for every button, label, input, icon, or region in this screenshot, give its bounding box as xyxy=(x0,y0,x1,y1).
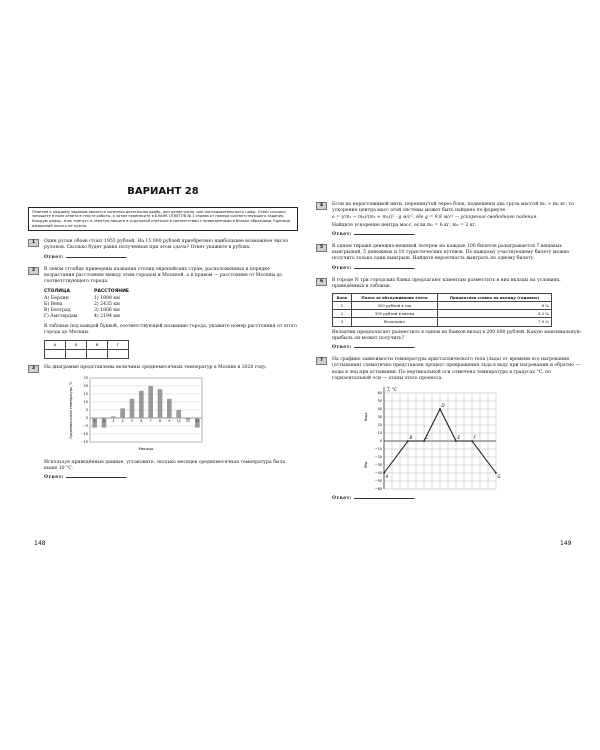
y-tick-label: 10 xyxy=(83,400,88,405)
answer-field[interactable]: Ответ: . xyxy=(44,254,128,260)
task-6 xyxy=(316,278,586,351)
grid-letter: Б xyxy=(66,340,87,349)
col-header: РАССТОЯНИЕ xyxy=(94,289,130,295)
table-row xyxy=(333,302,552,310)
y-tick-label: 25 xyxy=(83,376,88,381)
bar xyxy=(139,391,144,418)
x-tick-label: 11 xyxy=(185,418,191,423)
formula: a = ((m₁ − m₂)/(m₁ + m₂))² · g м/с², где g = 9,8 м/с² — ускорение свободного падения. xyxy=(332,215,538,221)
bar xyxy=(176,410,181,418)
region-label: Лёд xyxy=(364,461,368,469)
y-tick-label: −15 xyxy=(80,440,88,445)
x-axis-label: Месяцы xyxy=(138,446,154,451)
temperature-bar-chart xyxy=(64,374,214,460)
city-item: А) Берлин xyxy=(44,295,69,301)
page-number-left: 148 xyxy=(34,540,46,547)
answer-line[interactable] xyxy=(66,257,126,258)
bar xyxy=(158,389,163,418)
task-text: Если на нерастяжимой нити, перекинутой через блок, подвешены два груза массой m₁ > m₂ кг, то ускорение центра масс этой системы может быть найдено по формуле xyxy=(332,202,574,214)
y-tick-label: −10 xyxy=(374,447,382,452)
y-tick-label: −60 xyxy=(374,487,382,492)
match-columns xyxy=(44,289,298,320)
x-tick-label: 12 xyxy=(195,418,200,423)
answer-line[interactable] xyxy=(354,234,414,235)
task-1 xyxy=(28,239,298,261)
table-cell: 100 рублей в месяц xyxy=(351,310,437,318)
answer-label: Ответ: xyxy=(44,254,64,260)
answer-field[interactable]: Ответ: . xyxy=(332,265,416,271)
variant-title: ВАРИАНТ 28 xyxy=(127,186,199,197)
y-tick-label: 0 xyxy=(379,439,382,444)
task-5 xyxy=(316,244,586,272)
table-header: Процентная ставка по вкладу (годовых) xyxy=(438,294,552,302)
bar xyxy=(167,399,172,418)
bar xyxy=(130,399,135,418)
x-tick-label: 4 xyxy=(121,418,124,423)
table-header: Банк xyxy=(333,294,352,302)
y-tick-label: −5 xyxy=(83,424,88,429)
table-header-row xyxy=(333,294,552,302)
table-cell: 500 рублей в год xyxy=(351,302,437,310)
y-tick-label: 60 xyxy=(377,391,382,396)
task-text-2: В таблице под каждой буквой, соответствующей названию города, укажите номер расстояния от этого города до Москвы. xyxy=(44,324,297,336)
point-label: E xyxy=(457,434,461,440)
instructions-box: Ответом к каждому заданию является конечная десятичная дробь, или целое число, или последовательность цифр. Ответ сначала запишите в поле ответа в тексте работы, а затем перенесите в БЛАНК ОТВЕТОВ № 1 справа от номера соответствующего задания. Каждую цифру, знак «минус» и запятую пишите в отдельной клеточке в соответствии с приведёнными в бланке образцами. Единицы измерений писать не нужно. xyxy=(28,207,298,232)
distance-item: 1) 1898 км xyxy=(94,295,120,301)
grid-cell[interactable] xyxy=(66,349,87,358)
table-cell: бесплатно xyxy=(351,318,437,326)
task-text: В городе N три городских банка предлагают клиентам разместить в них вклады на условиях, приведённых в таблице. xyxy=(332,277,561,289)
y-tick-label: 20 xyxy=(83,384,88,389)
task-text: В левом столбце приведены названия столиц европейских стран, расположенных в порядке возрастания расстояния между этим городом и Москвой, а в правом — расстояние от Москвы до соответствующего города. xyxy=(44,266,283,285)
table-row xyxy=(333,318,552,326)
x-tick-label: 9 xyxy=(168,418,171,423)
task-4 xyxy=(316,202,586,238)
grid-cell[interactable] xyxy=(45,349,66,358)
task-3 xyxy=(28,365,298,482)
cities-column xyxy=(44,289,94,320)
col-header: СТОЛИЦА xyxy=(44,289,70,295)
grid-letter: В xyxy=(87,340,108,349)
point-label: D xyxy=(441,402,445,408)
y-tick-label: 5 xyxy=(85,408,88,413)
task-number: 5 xyxy=(316,244,327,252)
grid-letter: Г xyxy=(108,340,129,349)
task-text-2: Найдите ускорение центра масс, если m₁ = 6 кг, m₂ = 2 кг. xyxy=(332,222,477,228)
task-2 xyxy=(28,267,298,359)
point-label: C xyxy=(425,434,429,440)
graph-point xyxy=(407,440,409,442)
x-tick-label: 1 xyxy=(93,418,96,423)
answer-field[interactable]: Ответ: . xyxy=(332,344,416,350)
x-tick-label: 7 xyxy=(149,418,152,423)
task-text: На графике зависимости температуры кристаллического тела (льда) от времени его нагревания (остывания) схематично представлен процесс превращения льда в воду при нагревании и обратно — воды в лед при остывании. По вертикальной оси отмечена температура в градусах °С, по горизонтальной оси — этапы этого процесса. xyxy=(332,357,581,381)
x-tick-label: 10 xyxy=(176,418,181,423)
graph-point xyxy=(455,440,457,442)
y-tick-label: −20 xyxy=(374,455,382,460)
graph-point xyxy=(439,408,441,410)
point-label: F xyxy=(473,434,476,440)
city-item: В) Белград xyxy=(44,307,71,313)
task-text-2: Вкладчик предполагает разместить в одном из банков вклад в 200 000 рублей. Какую максимальную прибыль он может получить? xyxy=(332,329,581,341)
point-label: A xyxy=(385,473,389,479)
task-number: 2 xyxy=(28,267,39,275)
table-cell: 8,2 % xyxy=(438,310,552,318)
table-cell: 7,9 % xyxy=(438,318,552,326)
table-header: Плата за обслуживание счета xyxy=(351,294,437,302)
answer-label: Ответ: xyxy=(332,265,352,271)
task-text-2: Используя приведённые данные, установите, сколько месяцев среднемесячная температура была выше 10 °С. xyxy=(44,459,286,471)
task-number: 6 xyxy=(316,278,327,286)
task-text: Один рулон обоев стоит 1955 рублей. На 15 000 рублей приобретено наибольшее возможное число рулонов. Сколько будет равна полученная при этом сдача? Ответ укажите в рублях. xyxy=(44,239,289,251)
x-tick-label: 2 xyxy=(102,418,106,423)
y-tick-label: 50 xyxy=(377,399,382,404)
answer-field[interactable]: Ответ: . xyxy=(332,231,416,237)
point-label: B xyxy=(409,434,413,440)
y-tick-label: −10 xyxy=(80,432,88,437)
answer-label: Ответ: xyxy=(44,475,64,481)
table-cell: 2 xyxy=(333,310,352,318)
answer-field[interactable]: Ответ: . xyxy=(332,495,416,501)
answer-grid xyxy=(44,340,129,359)
region-label: Вода xyxy=(364,412,368,422)
answer-line[interactable] xyxy=(354,498,414,499)
answer-label: Ответ: xyxy=(332,495,352,501)
y-tick-label: −50 xyxy=(374,479,382,484)
table-row xyxy=(333,310,552,318)
x-tick-label: 3 xyxy=(112,418,115,423)
y-tick-label: 15 xyxy=(83,392,88,397)
y-tick-label: 0 xyxy=(85,416,88,421)
task-7 xyxy=(316,357,586,502)
distance-item: 2) 2435 км xyxy=(94,301,120,307)
bar xyxy=(111,416,116,418)
answer-label: Ответ: xyxy=(332,231,352,237)
answer-line[interactable] xyxy=(354,347,414,348)
x-tick-label: 5 xyxy=(130,418,134,423)
task-text: На диаграмме представлены величины среднемесячных температур в Москве в 2020 году. xyxy=(44,364,268,370)
ice-temperature-graph xyxy=(362,385,502,493)
right-page xyxy=(316,202,586,508)
graph-point xyxy=(471,440,473,442)
y-axis-label: T, °С xyxy=(387,386,397,392)
y-tick-label: 40 xyxy=(377,407,382,412)
y-tick-label: −40 xyxy=(374,471,382,476)
y-tick-label: −30 xyxy=(374,463,382,468)
city-item: Г) Амстердам xyxy=(44,314,78,320)
y-tick-label: 30 xyxy=(377,415,382,420)
grid-cell[interactable] xyxy=(108,349,129,358)
y-axis-label: Среднемесячная температура, °С xyxy=(69,381,73,439)
distances-column xyxy=(94,289,129,320)
point-label: G xyxy=(497,473,501,479)
x-tick-label: 6 xyxy=(140,418,143,423)
task-number: 4 xyxy=(316,202,327,210)
answer-field[interactable]: Ответ: . xyxy=(44,475,128,481)
answer-line[interactable] xyxy=(354,268,414,269)
bar xyxy=(120,408,125,418)
table-cell: 1 xyxy=(333,302,352,310)
left-page xyxy=(28,185,298,487)
bar xyxy=(148,386,153,418)
graph-point xyxy=(423,440,425,442)
city-item: Б) Вена xyxy=(44,301,63,307)
distance-item: 4) 2194 км xyxy=(94,314,120,320)
distance-item: 3) 1806 км xyxy=(94,307,120,313)
task-text: В одном тираже денежно-вещевой лотереи на каждые 100 билетов разыгрывается 7 вещевых выигрышей, 5 денежных и 10 туристических путёвок. По каждому участвующему билету можно получить только один выигрыш. Найдите вероятность выиграть по одному билету. xyxy=(332,243,570,262)
page-number-right: 149 xyxy=(560,540,572,547)
grid-cell[interactable] xyxy=(87,349,108,358)
y-tick-label: 20 xyxy=(377,423,382,428)
table-cell: 8 % xyxy=(438,302,552,310)
table-cell: 3 xyxy=(333,318,352,326)
grid-letter: А xyxy=(45,340,66,349)
answer-label: Ответ: xyxy=(332,344,352,350)
answer-line[interactable] xyxy=(66,477,126,478)
task-number: 1 xyxy=(28,239,39,247)
task-number: 7 xyxy=(316,357,327,365)
x-tick-label: 8 xyxy=(158,418,162,423)
task-number: 3 xyxy=(28,365,39,373)
bank-table xyxy=(332,293,552,327)
y-tick-label: 10 xyxy=(377,431,382,436)
